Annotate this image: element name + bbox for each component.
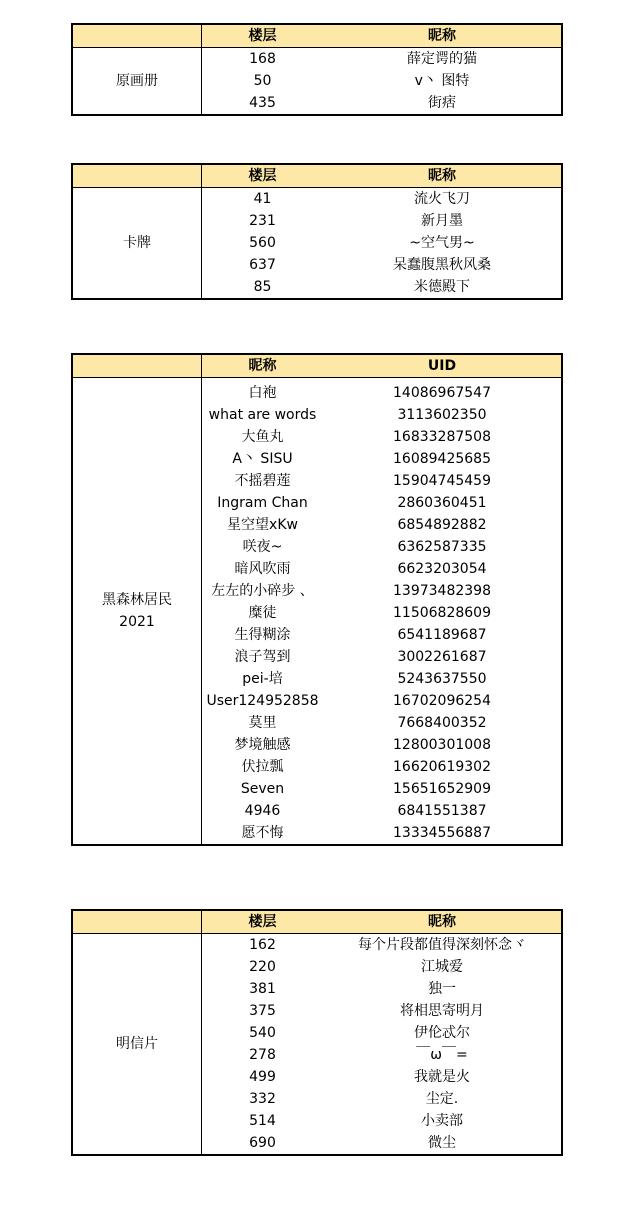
table-row: 不摇碧莲 15904745459 (234, 473, 491, 489)
table-row: 690 微尘 (249, 1135, 456, 1151)
table-row: 332 尘定. (249, 1091, 459, 1107)
table-rows (202, 934, 561, 1154)
category-label: 卡牌 (73, 188, 202, 298)
table-row: what are words 3113602350 (208, 407, 487, 423)
table-header (73, 911, 561, 934)
table-row: Seven 15651652909 (240, 781, 491, 797)
category-label: 原画册 (73, 48, 202, 114)
table-row: 162 每个片段都值得深刻怀念ヾ (249, 937, 526, 953)
table-rows (202, 378, 561, 844)
header-nickname: 昵称 (428, 168, 456, 184)
table-row: 540 伊伦忒尔 (249, 1025, 470, 1041)
table-row: 浪子驾到 3002261687 (234, 649, 487, 665)
table-cards (71, 163, 563, 300)
category-label: 明信片 (73, 934, 202, 1154)
table-postcards (71, 909, 563, 1156)
table-row: 糜徒 11506828609 (248, 605, 491, 621)
header-nickname: 昵称 (428, 914, 456, 930)
table-row: 375 将相思寄明月 (249, 1003, 484, 1019)
header-nickname: 昵称 (248, 358, 277, 374)
header-floor: 楼层 (248, 168, 277, 184)
table-row: 41 流火飞刀 (253, 191, 470, 207)
table-row: 白袍 14086967547 (248, 385, 491, 401)
table-rows (202, 188, 561, 298)
table-row: Ingram Chan 2860360451 (217, 495, 487, 511)
table-row: 莫里 7668400352 (248, 715, 487, 731)
table-row: 咲夜~ 6362587335 (242, 539, 487, 555)
table-row: 514 小卖部 (249, 1113, 463, 1129)
table-row: User124952858 16702096254 (206, 693, 491, 709)
table-header (73, 25, 561, 48)
header-nickname: 昵称 (428, 28, 456, 44)
table-row: 637 呆蠢腹黑秋风桑 (249, 257, 491, 273)
category-label: 黑森林居民 2021 (73, 378, 202, 844)
table-row: 4946 6841551387 (244, 803, 487, 819)
table-header (73, 355, 561, 378)
table-row: 伏拉瓢 16620619302 (241, 759, 491, 775)
table-row: 435 街痞 (249, 95, 456, 111)
table-row: 暗风吹雨 6623203054 (234, 561, 487, 577)
header-uid: UID (427, 358, 457, 374)
header-floor: 楼层 (248, 28, 277, 44)
table-row: 278 ￣ω￣= (249, 1047, 468, 1063)
table-row: 560 ~空气男~ (249, 235, 475, 251)
table-rows (202, 48, 561, 114)
table-row: 499 我就是火 (249, 1069, 470, 1085)
table-album (71, 23, 563, 116)
table-row: 381 独一 (249, 981, 456, 997)
table-header (73, 165, 561, 188)
table-row: 梦境触感 12800301008 (234, 737, 491, 753)
table-row: 220 江城爱 (249, 959, 463, 975)
table-row: 231 新月墨 (249, 213, 463, 229)
table-row: 大鱼丸 16833287508 (241, 429, 491, 445)
table-row: 生得糊涂 6541189687 (234, 627, 487, 643)
table-row: 168 薛定谔的猫 (249, 51, 477, 67)
header-floor: 楼层 (248, 914, 277, 930)
table-row: 50 v丶 图特 (253, 73, 470, 89)
table-row: 85 米德殿下 (253, 279, 470, 295)
table-row: A丶 SISU 16089425685 (232, 451, 491, 467)
table-row: 左左的小碎步 、 13973482398 (211, 583, 491, 599)
table-row: 愿不悔 13334556887 (241, 825, 491, 841)
table-residents (71, 353, 563, 846)
table-row: 星空望xKw 6854892882 (227, 517, 487, 533)
table-row: pei-培 5243637550 (242, 671, 487, 687)
